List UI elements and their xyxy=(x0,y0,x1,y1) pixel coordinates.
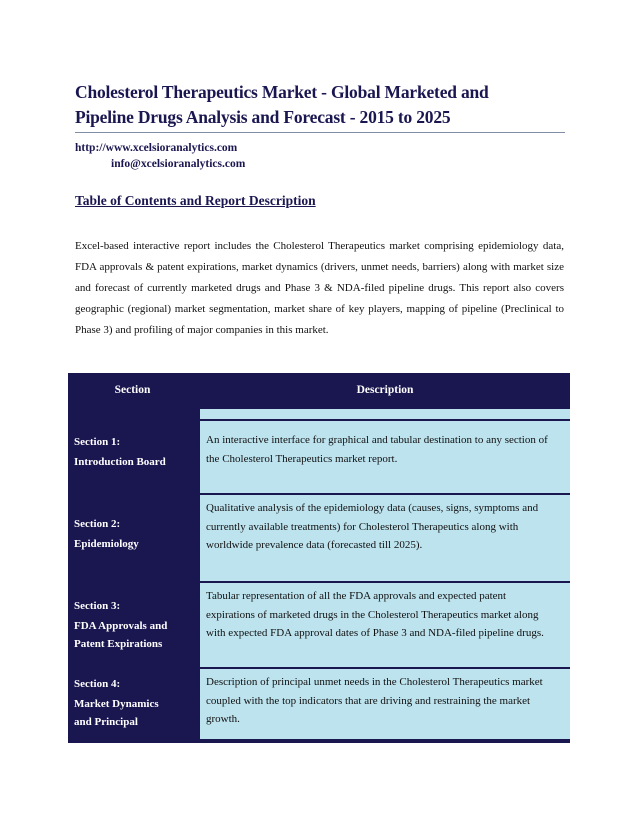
section-3-name-line-1: FDA Approvals and xyxy=(74,620,168,632)
table-row-4-section xyxy=(68,669,197,739)
title-divider xyxy=(75,132,565,133)
section-2-description: Qualitative analysis of the epidemiology data (causes, signs, symptoms and currently available treatments) for Cholesterol Therapeutics along with worldwide prevalence data (forecasted till 2025). xyxy=(206,502,539,551)
title-line-1: Cholesterol Therapeutics Market - Global Marketed and xyxy=(75,82,489,102)
header-spacer xyxy=(200,409,570,419)
table-row-1-section xyxy=(68,421,197,493)
section-2-name: Epidemiology xyxy=(74,538,139,550)
table-row-1-description xyxy=(200,421,570,493)
section-4-description: Description of principal unmet needs in the Cholesterol Therapeutics market coupled with the top indicators that are driving and restraining the market growth. xyxy=(206,676,543,725)
section-1-name: Introduction Board xyxy=(74,456,166,468)
section-3-description: Tabular representation of all the FDA approvals and expected patent expirations of marketed drugs in the Cholesterol Therapeutics market along with expected FDA approval dates of Phase 3 and NDA-filed pipeline drugs. xyxy=(206,590,544,639)
section-1-label: Section 1: xyxy=(74,436,121,448)
contents-table xyxy=(68,373,570,743)
intro-paragraph: Excel-based interactive report includes the Cholesterol Therapeutics market comprising epidemiology data, FDA approvals & patent expirations, market dynamics (drivers, unmet needs, barriers) along with market size and forecast of currently marketed drugs and Phase 3 & NDA-filed pipeline drugs. This report also covers geographic (regional) market segmentation, market share of key players, mapping of pipeline (Preclinical to Phase 3) and profiling of major companies in this market. xyxy=(75,240,564,336)
table-row-4-description xyxy=(200,669,570,739)
toc-heading: Table of Contents and Report Description xyxy=(75,193,316,208)
section-1-description: An interactive interface for graphical and tabular destination to any section of the Cholesterol Therapeutics market report. xyxy=(206,434,548,465)
document-title xyxy=(75,80,575,130)
section-2-label: Section 2: xyxy=(74,518,121,530)
section-3-name-line-2: Patent Expirations xyxy=(74,638,163,650)
website-link[interactable]: http://www.xcelsioranalytics.com xyxy=(75,142,238,154)
table-row-2-description xyxy=(200,495,570,581)
section-4-name-line-2: and Principal xyxy=(74,716,138,728)
title-line-2: Pipeline Drugs Analysis and Forecast - 2015 to 2025 xyxy=(75,107,451,127)
section-3-label: Section 3: xyxy=(74,600,121,612)
email-link[interactable]: info@xcelsioranalytics.com xyxy=(111,158,246,170)
table-row-2-section xyxy=(68,495,197,581)
header-section: Section xyxy=(114,384,151,396)
header-description: Description xyxy=(356,384,414,396)
table-row-3-section xyxy=(68,583,197,667)
section-4-label: Section 4: xyxy=(74,678,121,690)
section-4-name-line-1: Market Dynamics xyxy=(74,698,159,710)
table-row-3-description xyxy=(200,583,570,667)
